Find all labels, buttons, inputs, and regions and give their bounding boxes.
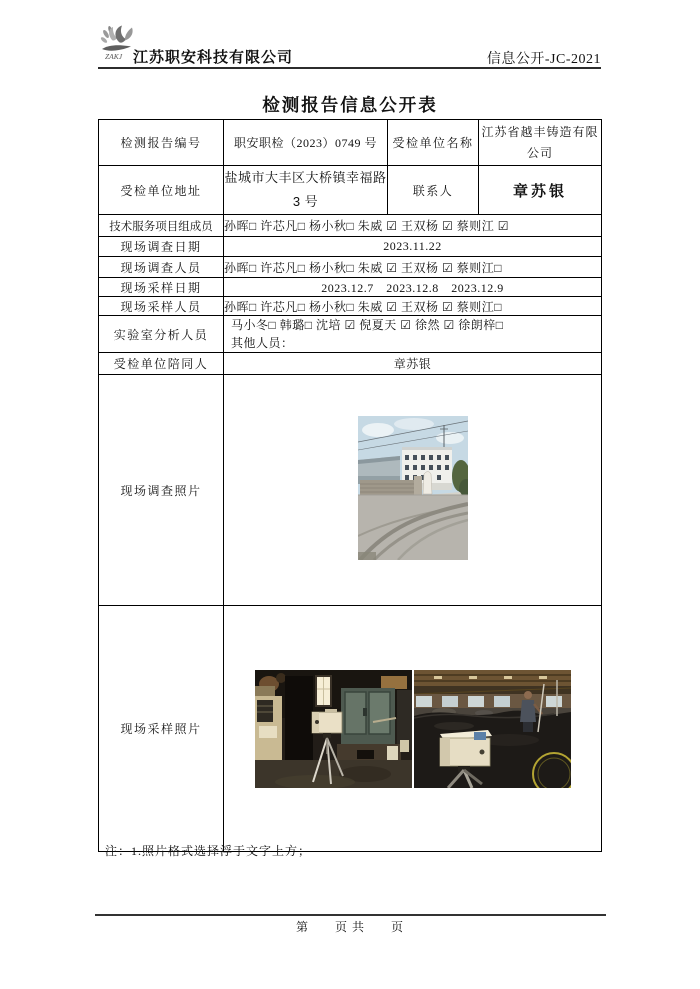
sampling-date-label: 现场采样日期 [99,278,224,297]
escort-label: 受检单位陪同人 [99,353,224,375]
company-name: 江苏职安科技有限公司 [133,50,294,66]
lab-staff-cell [224,316,602,353]
doc-code: 信息公开-JC-2021 [486,52,601,67]
lab-staff-others: 其他人员： [231,336,294,351]
unit-address-label: 受检单位地址 [99,166,224,215]
header-rule [98,67,601,69]
survey-date-label: 现场调查日期 [99,237,224,257]
report-no-label: 检测报告编号 [99,120,224,166]
footnote: 注：1.照片格式选择浮于文字上方； [105,844,312,858]
row-sampling-photos [99,606,602,852]
logo-text: ZAKJ [105,52,123,61]
survey-staff-checkboxes: 孙晖□ 许芯凡□ 杨小秋□ 朱威 ☑ 王双杨 ☑ 蔡则江□ [224,257,602,278]
page-title: 检测报告信息公开表 [262,95,438,115]
report-info-table [98,119,602,852]
lab-staff-label: 实验室分析人员 [99,316,224,353]
lab-staff-checkboxes: 马小冬□ 韩璐□ 沈培 ☑ 倪夏天 ☑ 徐然 ☑ 徐朗梓□ [231,318,504,333]
sampling-photo-pair [224,670,601,788]
unit-address-value: 盐城市大丰区大桥镇幸福路 3 号 [224,166,388,215]
row-survey-date [99,237,602,257]
survey-photos-cell [224,375,602,606]
row-sampling-date [99,278,602,297]
sampling-date-value: 2023.12.7 2023.12.8 2023.12.9 [224,278,602,297]
footer-rule [95,914,606,916]
project-team-checkboxes: 孙晖□ 许芯凡□ 杨小秋□ 朱威 ☑ 王双杨 ☑ 蔡则江 ☑ [224,215,602,237]
page-number: 第 页 共 页 [295,920,404,934]
escort-value: 章苏银 [224,353,602,375]
unit-name-label: 受检单位名称 [388,120,479,166]
project-team-label: 技术服务项目组成员 [99,215,224,237]
contact-value: 章苏银 [479,166,602,215]
report-no-value: 职安职检（2023）0749 号 [224,120,388,166]
sampling-staff-label: 现场采样人员 [99,297,224,316]
sampling-photos-cell [224,606,602,852]
survey-photo [358,416,468,560]
contact-label: 联系人 [388,166,479,215]
row-report-no [99,120,602,166]
sampling-photo-outdoor [414,670,571,788]
survey-photos-label: 现场调查照片 [99,375,224,606]
survey-date-value: 2023.11.22 [224,237,602,257]
row-escort [99,353,602,375]
row-sampling-staff [99,297,602,316]
row-lab-staff [99,316,602,353]
unit-name-value: 江苏省越丰铸造有限公司 [479,120,602,166]
row-unit-address [99,166,602,215]
row-survey-photos [99,375,602,606]
sampling-photo-indoor [255,670,412,788]
sampling-photos-label: 现场采样照片 [99,606,224,852]
survey-staff-label: 现场调查人员 [99,257,224,278]
row-project-team [99,215,602,237]
row-survey-staff [99,257,602,278]
sampling-staff-checkboxes: 孙晖□ 许芯凡□ 杨小秋□ 朱威 ☑ 王双杨 ☑ 蔡则江□ [224,297,602,316]
